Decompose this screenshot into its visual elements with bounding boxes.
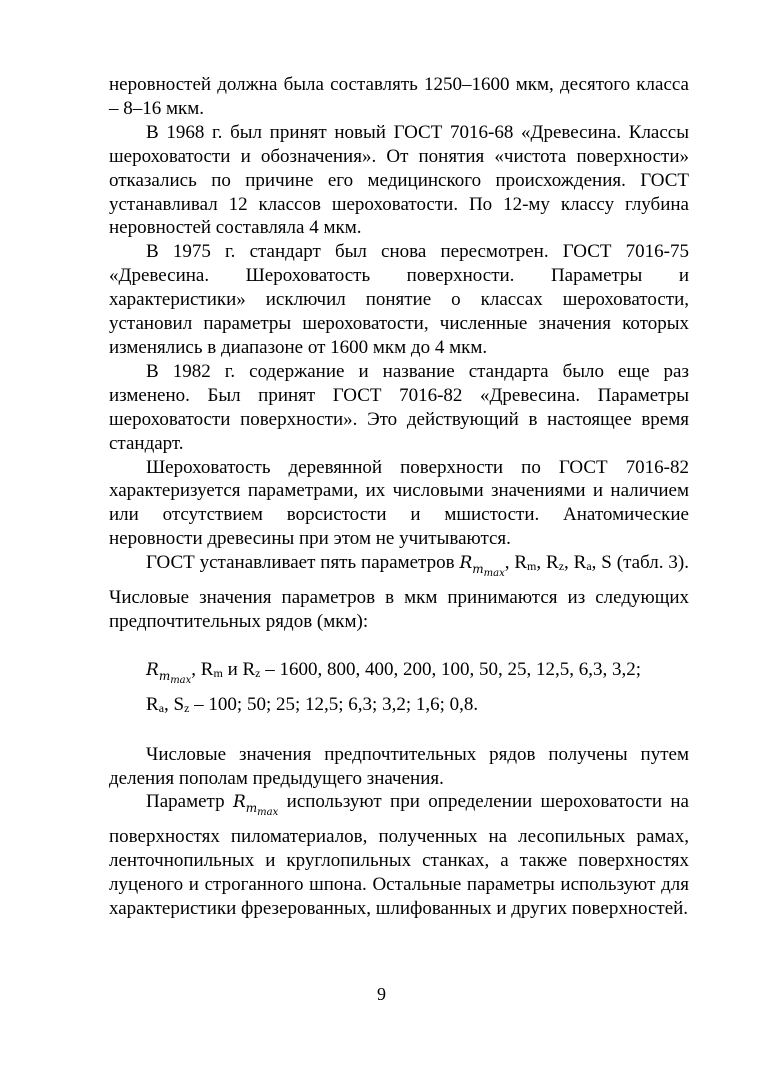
series-row-1: $R_{m_{max}}$, Rm и Rz – 1600, 800, 400, 200, 100, 50, 25, 12,5, 6,3, 3,2; (146, 658, 642, 686)
body-text (109, 73, 689, 921)
paragraph-1: неровностей должна была составлять 1250–1600 мкм, десятого класса – 8–16 мкм. (109, 74, 689, 119)
paragraph-6: ГОСТ устанавливает пять параметров $R_{m_{max}}$, Rm, Rz, Ra, S (табл. 3). Числовые значения параметров в мкм принимаются из следующих предпочтительных рядов (мкм): (109, 552, 689, 632)
paragraph-8 (109, 790, 689, 921)
r-m-max-symbol-3: $R_{m_{max}}$ (232, 792, 279, 819)
r-m-max-symbol-2: $R_{m_{max}}$ (146, 659, 192, 686)
series-row-1-values: – 1600, 800, 400, 200, 100, 50, 25, 12,5, 6,3, 3,2; (265, 658, 642, 680)
p6-text-after: (табл. 3). Числовые значения параметров в мкм принимаются из следующих предпочтительных рядов (мкм): (109, 552, 689, 632)
page-number: 9 (377, 984, 386, 1004)
series-row-2-values: – 100; 50; 25; 12,5; 6,3; 3,2; 1,6; 0,8. (194, 693, 479, 715)
r-m-max-symbol: $R_{m_{max}}$ (459, 553, 505, 580)
p8-text-after: используют при определении шероховатости на поверхностях пиломатериалов, полученных на лесопильных рамах, ленточнопильных и круглопильных станках, а также поверхностях луценого и строганного шпона. Остальные параметры используют для характеристики фрезерованных, шлифованных и других поверхностей. (109, 791, 689, 920)
paragraph-4: В 1982 г. содержание и название стандарта было еще раз изменено. Был принят ГОСТ 7016-82 «Древесина. Параметры шероховатости поверхности». Это действующий в настоящее время стандарт. (109, 360, 689, 454)
paragraph-3: В 1975 г. стандарт был снова пересмотрен. ГОСТ 7016-75 «Древесина. Шероховатость поверхности. Параметры и характеристики» исключил понятие о классах шероховатости, установил параметры шероховатости, численные значения которых изменялись в диапазоне от 1600 мкм до 4 мкм. (109, 241, 689, 358)
series-row-2: Ra, Sz – 100; 50; 25; 12,5; 6,3; 3,2; 1,6; 0,8. (146, 693, 479, 715)
paragraph-2: В 1968 г. был принят новый ГОСТ 7016-68 «Древесина. Классы шероховатости и обозначения». От понятия «чистота поверхности» отказались по причине его медицинского происхождения. ГОСТ устанавливал 12 классов шероховатости. По 12-му классу глубина неровностей составляла 4 мкм. (109, 121, 689, 239)
paragraph-7: Числовые значения предпочтительных рядов получены путем деления пополам предыдущего значения. (109, 743, 689, 789)
paragraph-5: Шероховатость деревянной поверхности по ГОСТ 7016-82 характеризуется параметрами, их числовыми значениями и наличием или отсутствием ворсистости и мшистости. Анатомические неровности древесины при этом не учитываются. (109, 456, 689, 550)
p8-text-before: Параметр (146, 791, 233, 813)
p6-text-before: ГОСТ устанавливает пять параметров (146, 552, 460, 574)
